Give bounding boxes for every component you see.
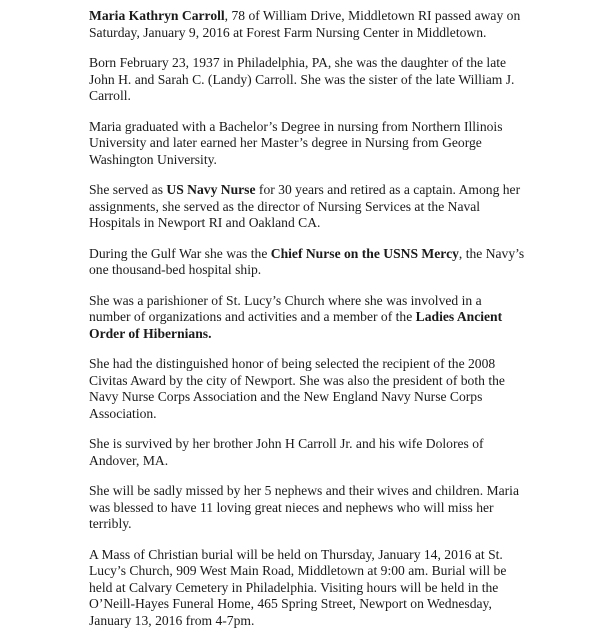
highlight-hibernians: Ladies Ancient Order of Hibernians. bbox=[89, 309, 503, 341]
highlight-chief-nurse: Chief Nurse on the USNS Mercy bbox=[270, 245, 459, 261]
deceased-name: Maria Kathryn Carroll bbox=[89, 8, 225, 23]
paragraph-gulf-war: During the Gulf War she was the Chief Nurse on the USNS Mercy, the Navy’s one thousand-bed hospital ship. bbox=[89, 245, 525, 277]
paragraph-service: She served as US Navy Nurse for 30 years and retired as a captain. Among her assignments, she served as the director of Nursing Services at the Naval Hospitals in Newport RI and Oakland CA. bbox=[89, 182, 521, 230]
paragraph-birth: Born February 23, 1937 in Philadelphia, PA, she was the daughter of the late John H. and Sarah C. (Landy) Carroll. She was the sister of the late William J. Carroll. bbox=[89, 55, 515, 103]
paragraph-parish: She was a parishioner of St. Lucy’s Church where she was involved in a number of organizations and activities and a member of the Ladies Ancient Order of Hibernians. bbox=[89, 292, 503, 341]
highlight-navy-nurse: US Navy Nurse bbox=[166, 182, 256, 197]
paragraph-family: She will be sadly missed by her 5 nephews and their wives and children. Maria was blessed to have 11 loving great nieces and nephews who will miss her terribly. bbox=[89, 483, 519, 531]
paragraph-education: Maria graduated with a Bachelor’s Degree in nursing from Northern Illinois University and later earned her Master’s degree in Nursing from George Washington University. bbox=[89, 118, 503, 167]
paragraph-intro: Maria Kathryn Carroll, 78 of William Drive, Middletown RI passed away on Saturday, January 9, 2016 at Forest Farm Nursing Center in Middletown. bbox=[89, 8, 521, 40]
paragraph-services: A Mass of Christian burial will be held on Thursday, January 14, 2016 at St. Lucy’s Church, 909 West Main Road, Middletown at 9:00 am. Burial will be held at Calvary Cemetery in Philadelphia. Visiting hours will be held in the O’Neill-Hayes Funeral Home, 465 Spring Street, Newport on Wednesday, January 13, 2016 from 4-7pm. bbox=[89, 546, 507, 628]
obituary-document bbox=[89, 8, 525, 643]
paragraph-honors: She had the distinguished honor of being selected the recipient of the 2008 Civitas Award by the city of Newport. She was also the president of both the Navy Nurse Corps Association and the New England Navy Nurse Corps Association. bbox=[89, 356, 505, 421]
paragraph-survivors: She is survived by her brother John H Carroll Jr. and his wife Dolores of Andover, MA. bbox=[89, 436, 484, 468]
